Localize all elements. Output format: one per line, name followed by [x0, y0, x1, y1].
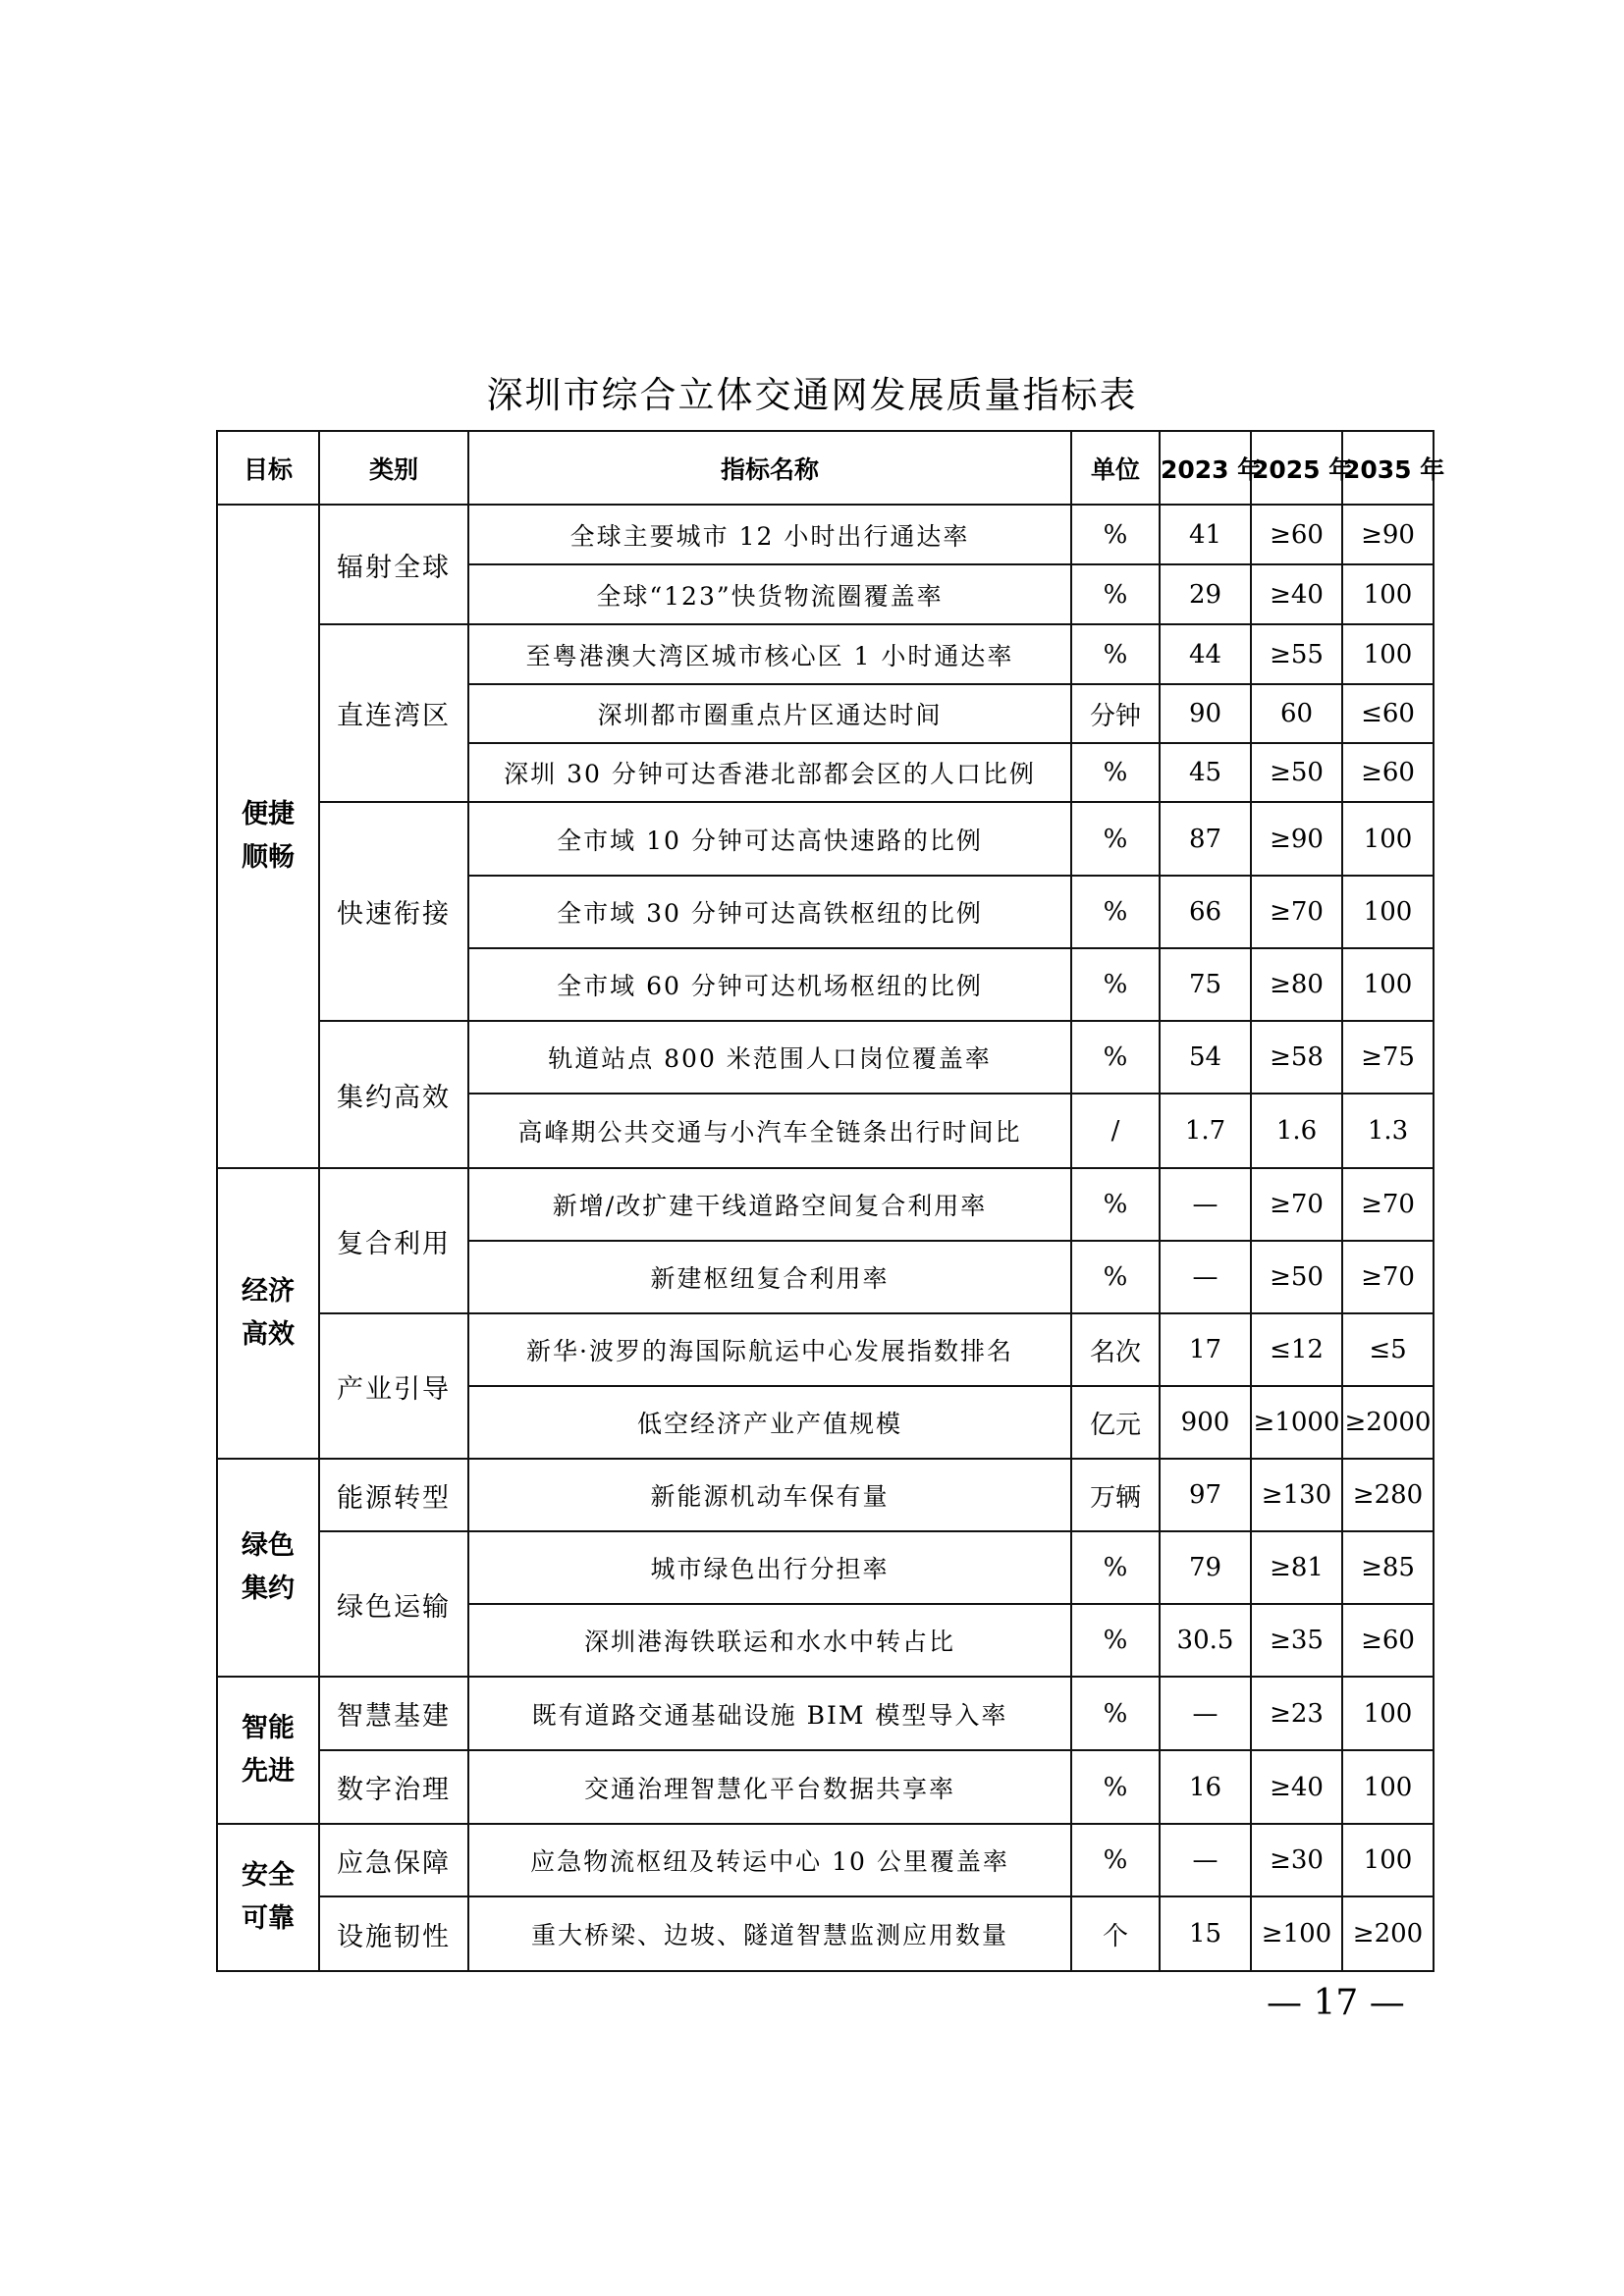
goal-cell — [217, 1824, 319, 1971]
value-2025: ≥55 — [1251, 624, 1342, 684]
header-row — [217, 431, 1434, 505]
table-row — [217, 1750, 1434, 1824]
page-number: — 17 — — [1267, 1983, 1405, 2023]
indicator-name: 新华·波罗的海国际航运中心发展指数排名 — [468, 1313, 1071, 1386]
unit-cell: 名次 — [1071, 1313, 1160, 1386]
value-2023: 90 — [1160, 684, 1251, 743]
unit-cell: 分钟 — [1071, 684, 1160, 743]
goal-cell — [217, 1677, 319, 1824]
value-2023: 16 — [1160, 1750, 1251, 1824]
value-2035: 100 — [1342, 876, 1434, 948]
value-2023: 87 — [1160, 802, 1251, 876]
indicator-name: 至粤港澳大湾区城市核心区 1 小时通达率 — [468, 624, 1071, 684]
value-2035: ≥60 — [1342, 1604, 1434, 1677]
goal-label: 便捷顺畅 — [242, 799, 295, 873]
indicator-name: 高峰期公共交通与小汽车全链条出行时间比 — [468, 1094, 1071, 1168]
value-2035: ≥2000 — [1342, 1386, 1434, 1459]
category-cell: 产业引导 — [319, 1313, 468, 1459]
value-2025: 60 — [1251, 684, 1342, 743]
category-cell: 复合利用 — [319, 1168, 468, 1313]
goal-label: 经济高效 — [242, 1276, 295, 1350]
unit-cell: % — [1071, 802, 1160, 876]
value-2035: ≤5 — [1342, 1313, 1434, 1386]
category-cell: 快速衔接 — [319, 802, 468, 1021]
unit-cell: % — [1071, 1531, 1160, 1604]
value-2023: 1.7 — [1160, 1094, 1251, 1168]
value-2025: ≤12 — [1251, 1313, 1342, 1386]
unit-cell: 亿元 — [1071, 1386, 1160, 1459]
unit-cell: 万辆 — [1071, 1459, 1160, 1531]
table-row — [217, 1896, 1434, 1971]
value-2035: 100 — [1342, 948, 1434, 1021]
value-2035: ≤60 — [1342, 684, 1434, 743]
unit-cell: / — [1071, 1094, 1160, 1168]
category-cell: 绿色运输 — [319, 1531, 468, 1677]
value-2025: ≥23 — [1251, 1677, 1342, 1750]
unit-cell: % — [1071, 564, 1160, 624]
value-2035: ≥280 — [1342, 1459, 1434, 1531]
unit-cell: % — [1071, 1021, 1160, 1094]
indicator-name: 既有道路交通基础设施 BIM 模型导入率 — [468, 1677, 1071, 1750]
header-2025: 2025 年 — [1251, 431, 1342, 505]
category-cell: 应急保障 — [319, 1824, 468, 1896]
table-row — [217, 624, 1434, 684]
value-2035: 100 — [1342, 624, 1434, 684]
value-2035: ≥75 — [1342, 1021, 1434, 1094]
unit-cell: % — [1071, 1604, 1160, 1677]
value-2023: 79 — [1160, 1531, 1251, 1604]
value-2025: ≥70 — [1251, 876, 1342, 948]
value-2025: ≥80 — [1251, 948, 1342, 1021]
category-cell: 设施韧性 — [319, 1896, 468, 1971]
value-2025: 1.6 — [1251, 1094, 1342, 1168]
goal-label: 智能先进 — [242, 1713, 295, 1787]
category-cell: 数字治理 — [319, 1750, 468, 1824]
value-2023: — — [1160, 1824, 1251, 1896]
unit-cell: % — [1071, 1241, 1160, 1313]
value-2025: ≥90 — [1251, 802, 1342, 876]
table-row — [217, 802, 1434, 876]
table-row — [217, 1168, 1434, 1241]
indicator-name: 新增/改扩建干线道路空间复合利用率 — [468, 1168, 1071, 1241]
indicator-table — [216, 430, 1445, 1972]
value-2025: ≥100 — [1251, 1896, 1342, 1971]
header-category: 类别 — [319, 431, 468, 505]
category-cell: 智慧基建 — [319, 1677, 468, 1750]
indicator-name: 全市域 10 分钟可达高快速路的比例 — [468, 802, 1071, 876]
value-2035: ≥70 — [1342, 1241, 1434, 1313]
value-2035: 100 — [1342, 1750, 1434, 1824]
value-2025: ≥58 — [1251, 1021, 1342, 1094]
unit-cell: % — [1071, 948, 1160, 1021]
value-2035: ≥200 — [1342, 1896, 1434, 1971]
value-2025: ≥35 — [1251, 1604, 1342, 1677]
value-2035: 100 — [1342, 1824, 1434, 1896]
value-2023: 66 — [1160, 876, 1251, 948]
unit-cell: % — [1071, 624, 1160, 684]
indicator-name: 深圳都市圈重点片区通达时间 — [468, 684, 1071, 743]
value-2035: ≥60 — [1342, 743, 1434, 802]
indicator-name: 深圳港海铁联运和水水中转占比 — [468, 1604, 1071, 1677]
indicator-name: 重大桥梁、边坡、隧道智慧监测应用数量 — [468, 1896, 1071, 1971]
indicator-name: 交通治理智慧化平台数据共享率 — [468, 1750, 1071, 1824]
value-2023: — — [1160, 1677, 1251, 1750]
header-indicator-name: 指标名称 — [468, 431, 1071, 505]
goal-cell — [217, 1459, 319, 1677]
unit-cell: % — [1071, 1677, 1160, 1750]
goal-cell — [217, 1168, 319, 1459]
indicator-name: 全市域 60 分钟可达机场枢纽的比例 — [468, 948, 1071, 1021]
indicator-name: 应急物流枢纽及转运中心 10 公里覆盖率 — [468, 1824, 1071, 1896]
value-2023: 30.5 — [1160, 1604, 1251, 1677]
value-2023: 44 — [1160, 624, 1251, 684]
indicator-name: 城市绿色出行分担率 — [468, 1531, 1071, 1604]
value-2035: ≥90 — [1342, 505, 1434, 564]
table-row — [217, 1531, 1434, 1604]
table-row — [217, 1677, 1434, 1750]
value-2023: 29 — [1160, 564, 1251, 624]
indicator-name: 新建枢纽复合利用率 — [468, 1241, 1071, 1313]
table-row — [217, 1313, 1434, 1386]
value-2023: 900 — [1160, 1386, 1251, 1459]
header-unit: 单位 — [1071, 431, 1160, 505]
goal-label: 安全可靠 — [242, 1860, 295, 1934]
value-2023: 15 — [1160, 1896, 1251, 1971]
value-2023: — — [1160, 1241, 1251, 1313]
goal-cell — [217, 505, 319, 1168]
value-2023: 97 — [1160, 1459, 1251, 1531]
value-2035: 1.3 — [1342, 1094, 1434, 1168]
category-cell: 辐射全球 — [319, 505, 468, 624]
category-cell: 集约高效 — [319, 1021, 468, 1168]
header-2035: 2035 年 — [1342, 431, 1434, 505]
unit-cell: % — [1071, 1168, 1160, 1241]
value-2035: 100 — [1342, 1677, 1434, 1750]
unit-cell: % — [1071, 876, 1160, 948]
value-2023: — — [1160, 1168, 1251, 1241]
value-2025: ≥70 — [1251, 1168, 1342, 1241]
value-2023: 54 — [1160, 1021, 1251, 1094]
value-2025: ≥130 — [1251, 1459, 1342, 1531]
unit-cell: % — [1071, 1824, 1160, 1896]
value-2025: ≥40 — [1251, 564, 1342, 624]
unit-cell: % — [1071, 743, 1160, 802]
value-2025: ≥50 — [1251, 743, 1342, 802]
header-2023: 2023 年 — [1160, 431, 1251, 505]
indicator-name: 全球“123”快货物流圈覆盖率 — [468, 564, 1071, 624]
value-2025: ≥1000 — [1251, 1386, 1342, 1459]
indicator-name: 全市域 30 分钟可达高铁枢纽的比例 — [468, 876, 1071, 948]
table-row — [217, 1824, 1434, 1896]
table-row — [217, 505, 1434, 564]
indicator-name: 新能源机动车保有量 — [468, 1459, 1071, 1531]
value-2025: ≥30 — [1251, 1824, 1342, 1896]
value-2023: 17 — [1160, 1313, 1251, 1386]
unit-cell: 个 — [1071, 1896, 1160, 1971]
table-title: 深圳市综合立体交通网发展质量指标表 — [486, 374, 1138, 416]
value-2023: 45 — [1160, 743, 1251, 802]
value-2025: ≥40 — [1251, 1750, 1342, 1824]
value-2025: ≥81 — [1251, 1531, 1342, 1604]
unit-cell: % — [1071, 505, 1160, 564]
category-cell: 能源转型 — [319, 1459, 468, 1531]
unit-cell: % — [1071, 1750, 1160, 1824]
value-2035: ≥85 — [1342, 1531, 1434, 1604]
category-cell: 直连湾区 — [319, 624, 468, 802]
indicator-name: 全球主要城市 12 小时出行通达率 — [468, 505, 1071, 564]
header-goal: 目标 — [217, 431, 319, 505]
value-2025: ≥60 — [1251, 505, 1342, 564]
goal-label: 绿色集约 — [242, 1530, 295, 1604]
value-2025: ≥50 — [1251, 1241, 1342, 1313]
value-2023: 41 — [1160, 505, 1251, 564]
value-2035: ≥70 — [1342, 1168, 1434, 1241]
indicator-name: 轨道站点 800 米范围人口岗位覆盖率 — [468, 1021, 1071, 1094]
value-2035: 100 — [1342, 564, 1434, 624]
table-row — [217, 1021, 1434, 1094]
value-2035: 100 — [1342, 802, 1434, 876]
indicator-name: 深圳 30 分钟可达香港北部都会区的人口比例 — [468, 743, 1071, 802]
table-row — [217, 1459, 1434, 1531]
indicator-name: 低空经济产业产值规模 — [468, 1386, 1071, 1459]
value-2023: 75 — [1160, 948, 1251, 1021]
